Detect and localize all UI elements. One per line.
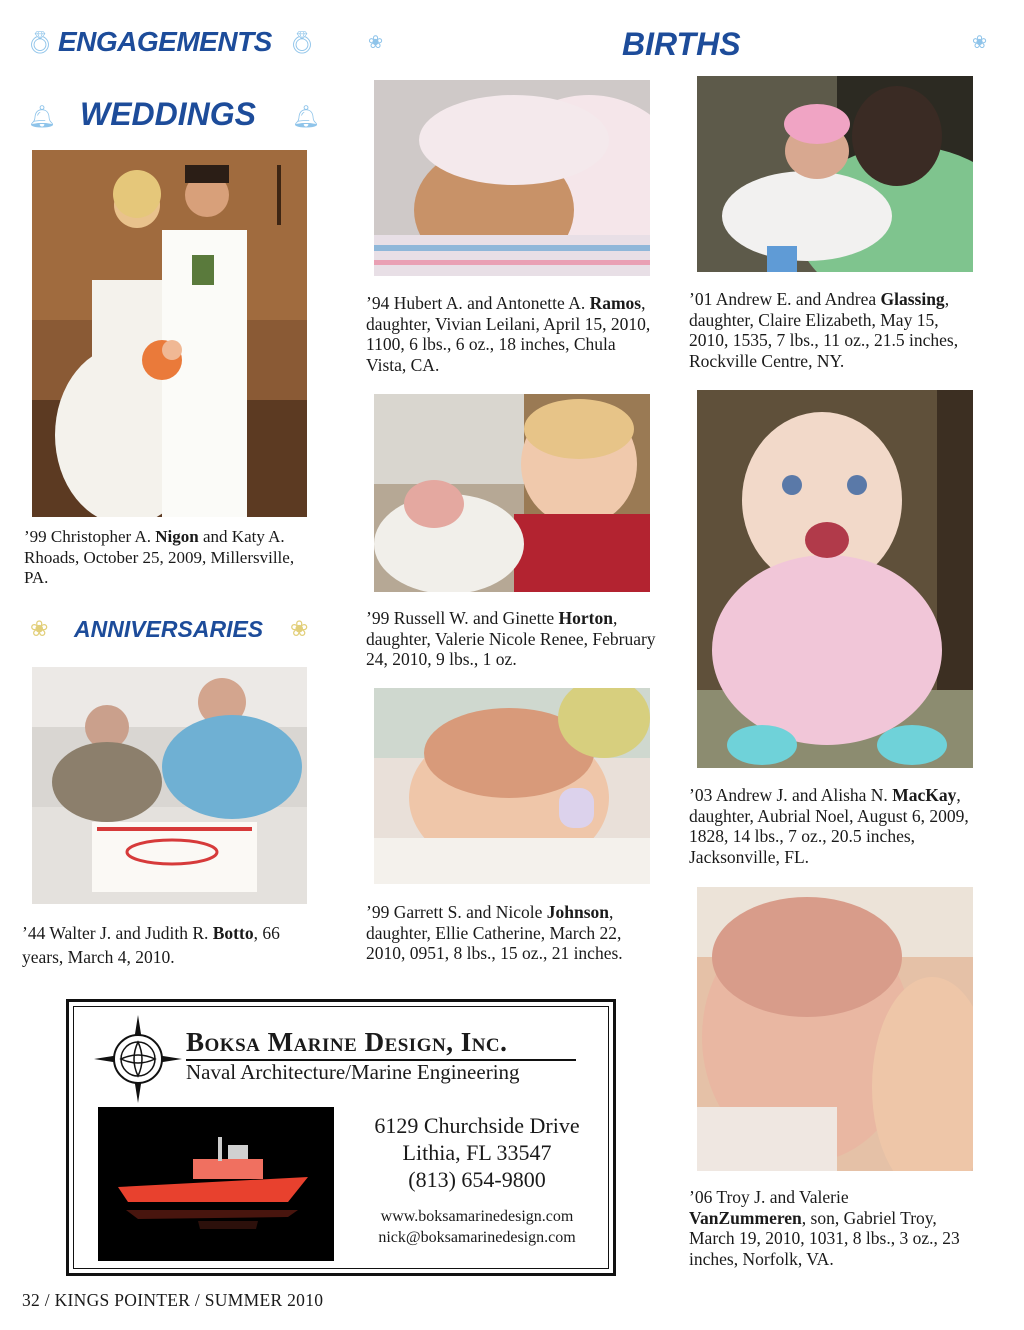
mackay-baby-photo bbox=[697, 390, 973, 768]
stork-icon: ❀ bbox=[972, 32, 988, 52]
vanzummeren-caption: ’06 Troy J. and Valerie VanZummeren, son, Gabriel Troy, March 19, 2010, 1031, 8 lbs., 3 oz., 23 inches, Norfolk, VA. bbox=[689, 1187, 960, 1269]
anniversary-caption: ’44 Walter J. and Judith R. Botto, 66 years, March 4, 2010. bbox=[22, 923, 280, 967]
boat-image bbox=[98, 1107, 334, 1261]
ring-icon: 💍︎ bbox=[26, 30, 54, 55]
wedding-caption: ’99 Christopher A. Nigon and Katy A. Rhoads, October 25, 2009, Millersville, PA. bbox=[24, 527, 295, 587]
mackay-caption: ’03 Andrew J. and Alisha N. MacKay, daughter, Aubrial Noel, August 6, 2009, 1828, 14 lbs., 7 oz., 20.5 inches, Jacksonville, FL. bbox=[689, 785, 969, 867]
anniversaries-heading: ANNIVERSARIES bbox=[74, 616, 264, 642]
johnson-caption: ’99 Garrett S. and Nicole Johnson, daughter, Ellie Catherine, March 22, 2010, 0951, 8 lbs., 15 oz., 21 inches. bbox=[366, 902, 623, 963]
cake-icon: ❀ bbox=[30, 616, 49, 641]
website-link[interactable]: www.boksamarinedesign.com bbox=[380, 1208, 574, 1225]
boksa-ad bbox=[66, 999, 616, 1276]
wedding-photo bbox=[32, 150, 307, 517]
horton-caption: ’99 Russell W. and Ginette Horton, daughter, Valerie Nicole Renee, February 24, 2010, 9 lbs., 1 oz. bbox=[366, 608, 656, 669]
company-name: Boksa Marine Design, Inc. bbox=[186, 1027, 508, 1057]
email-link[interactable]: nick@boksamarinedesign.com bbox=[378, 1229, 576, 1246]
ramos-baby-photo bbox=[374, 80, 650, 276]
compass-rose-icon bbox=[94, 1015, 182, 1103]
stork-icon: ❀ bbox=[368, 32, 384, 52]
johnson-baby-photo bbox=[374, 688, 650, 884]
tagline: Naval Architecture/Marine Engineering bbox=[186, 1060, 520, 1084]
glassing-baby-photo bbox=[697, 76, 973, 272]
births-heading: BIRTHS bbox=[622, 26, 741, 62]
cake-icon: ❀ bbox=[290, 616, 309, 641]
bells-icon: 🔔︎ bbox=[292, 104, 320, 129]
bells-icon: 🔔︎ bbox=[28, 104, 56, 129]
page-footer: 32 / KINGS POINTER / SUMMER 2010 bbox=[22, 1290, 324, 1310]
weddings-heading: WEDDINGS bbox=[80, 96, 256, 132]
address-line-2: Lithia, FL 33547 bbox=[402, 1140, 552, 1165]
ramos-caption: ’94 Hubert A. and Antonette A. Ramos, daughter, Vivian Leilani, April 15, 2010, 1100, 6 lbs., 6 oz., 18 inches, Chula Vista, CA. bbox=[366, 293, 651, 375]
address-line-1: 6129 Churchside Drive bbox=[374, 1113, 580, 1138]
ring-icon: 💍︎ bbox=[288, 30, 316, 55]
phone-number: (813) 654-9800 bbox=[408, 1167, 546, 1192]
horton-baby-photo bbox=[374, 394, 650, 592]
glassing-caption: ’01 Andrew E. and Andrea Glassing, daughter, Claire Elizabeth, May 15, 2010, 1535, 7 lbs., 11 oz., 21.5 inches, Rockville Centre, NY. bbox=[689, 289, 959, 371]
engagements-heading: ENGAGEMENTS bbox=[58, 26, 272, 57]
anniversary-photo bbox=[32, 667, 307, 904]
vanzummeren-baby-photo bbox=[697, 887, 973, 1171]
